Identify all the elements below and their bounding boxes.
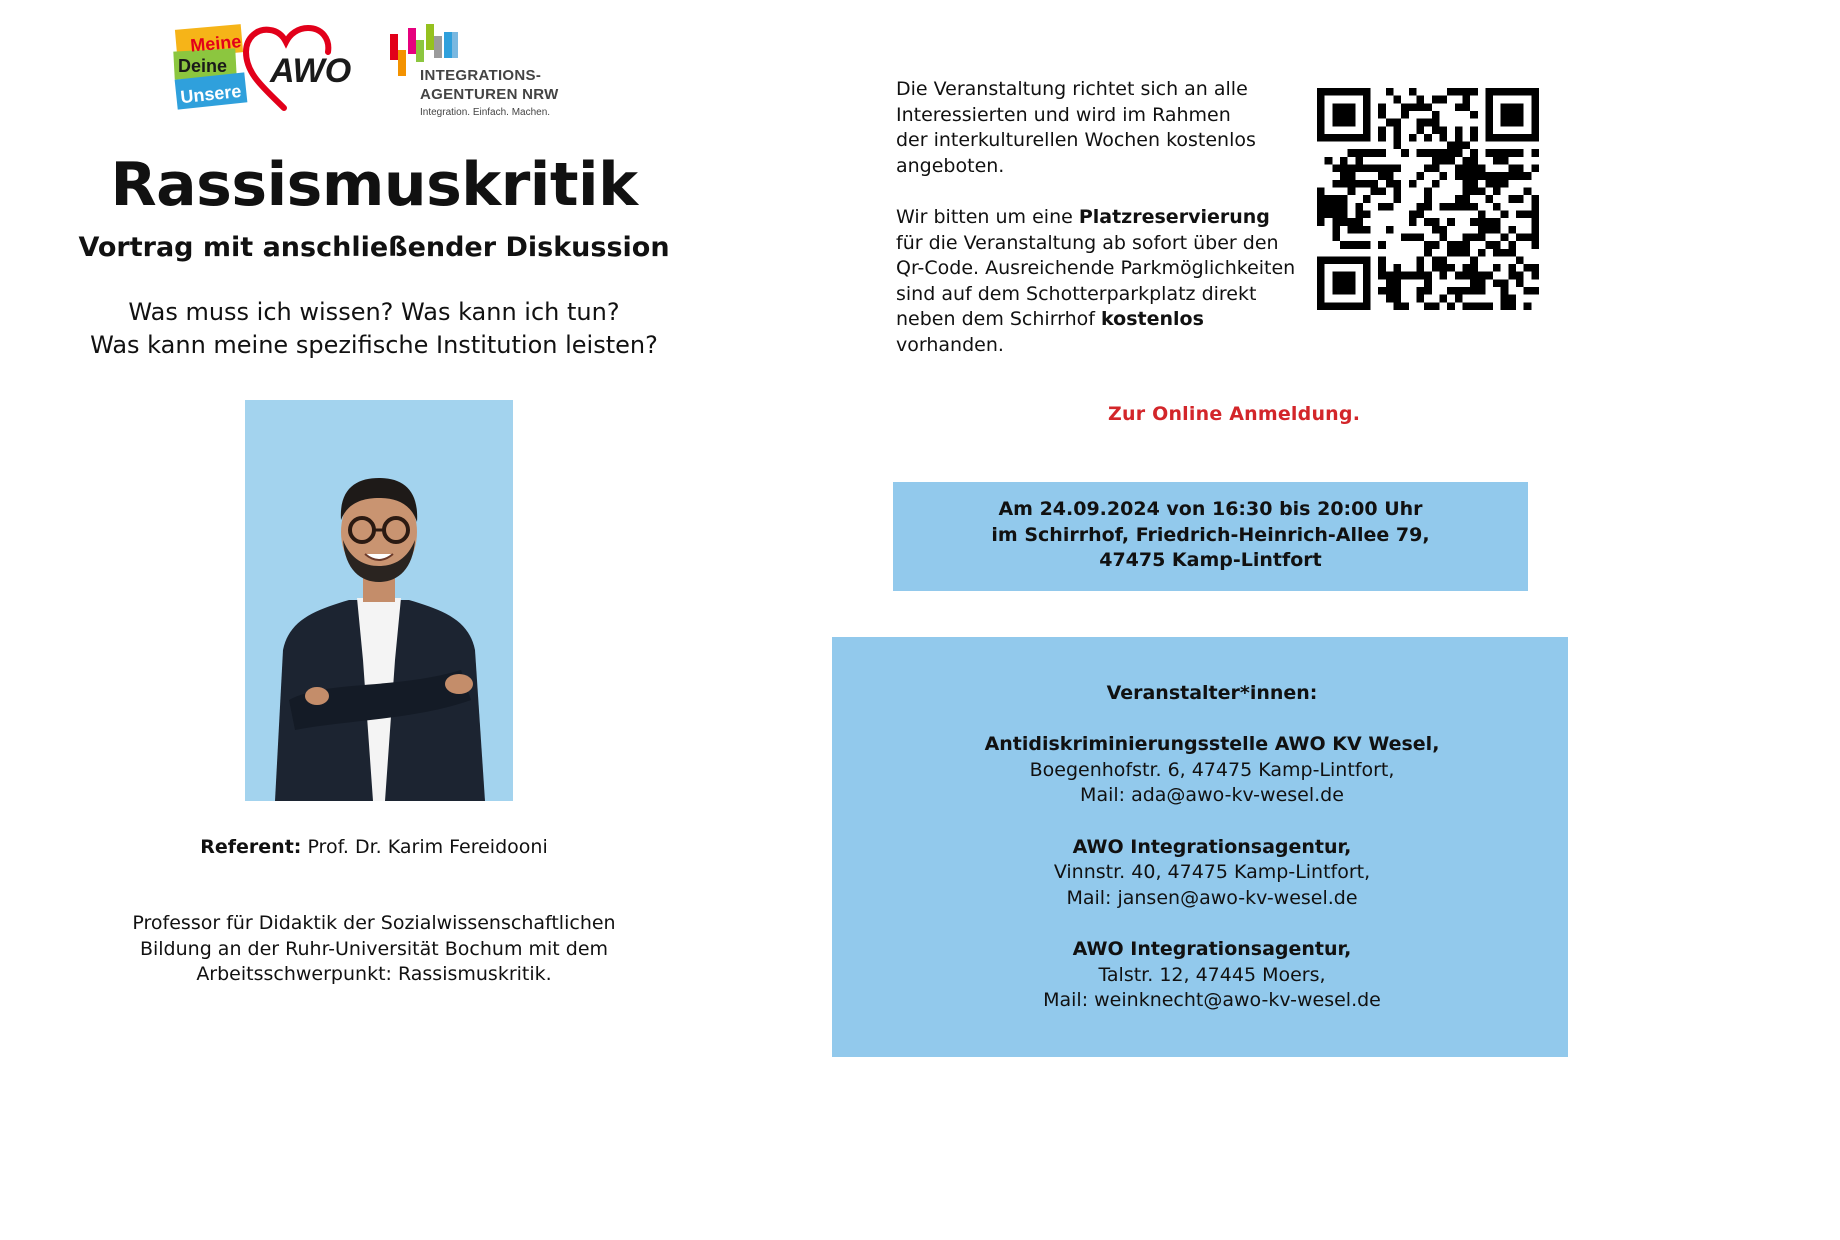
questions xyxy=(0,296,748,362)
online-registration-link[interactable]: Zur Online Anmeldung. xyxy=(1108,403,1361,425)
speaker-photo xyxy=(245,400,513,801)
organizer-address: Boegenhofstr. 6, 47475 Kamp-Lintfort, xyxy=(1029,758,1395,781)
parking-pre: neben dem Schirrhof xyxy=(896,308,1102,331)
organizers-heading: Veranstalter*innen: xyxy=(1106,682,1318,704)
intro-line: angeboten. xyxy=(896,154,1005,177)
organizer-name: AWO Integrationsagentur, xyxy=(1072,835,1352,858)
organizer-mail[interactable]: Mail: ada@awo-kv-wesel.de xyxy=(1080,784,1344,807)
referent-name: Prof. Dr. Karim Fereidooni xyxy=(307,836,548,858)
intro-line: Interessierten und wird im Rahmen xyxy=(896,103,1231,126)
awo-word-1: Meine xyxy=(189,31,243,56)
intro-line: Die Veranstaltung richtet sich an alle xyxy=(896,78,1248,100)
integrationsagenturen-logo xyxy=(388,20,588,125)
organizer-name: Antidiskriminierungsstelle AWO KV Wesel, xyxy=(984,733,1440,756)
bio-line: Bildung an der Ruhr-Universität Bochum mit dem xyxy=(139,937,609,960)
question-line: Was muss ich wissen? Was kann ich tun? xyxy=(128,298,620,326)
registration-qr-code[interactable] xyxy=(1317,88,1539,310)
referent-line xyxy=(0,836,748,858)
awo-logo xyxy=(172,22,352,114)
awo-word-2: Deine xyxy=(178,56,228,76)
ia-name-line2: AGENTUREN NRW xyxy=(420,86,559,103)
page-subtitle: Vortrag mit anschließender Diskussion xyxy=(78,232,670,263)
bio-line: Arbeitsschwerpunkt: Rassismuskritik. xyxy=(196,963,552,985)
reserve-line: sind auf dem Schotterparkplatz direkt xyxy=(896,282,1257,305)
organizer-mail[interactable]: Mail: jansen@awo-kv-wesel.de xyxy=(1066,886,1358,909)
event-line: 47475 Kamp-Lintfort xyxy=(1099,549,1322,572)
event-line: Am 24.09.2024 von 16:30 bis 20:00 Uhr xyxy=(998,498,1423,520)
reserve-line: Qr-Code. Ausreichende Parkmöglichkeiten xyxy=(896,257,1296,280)
awo-brand: AWO xyxy=(270,52,352,90)
organizer-address: Talstr. 12, 47445 Moers, xyxy=(1098,963,1326,986)
referent-label: Referent: xyxy=(200,836,302,858)
parking-end: vorhanden. xyxy=(896,333,1004,356)
intro-line: der interkulturellen Wochen kostenlos xyxy=(896,129,1256,152)
parking-bold: kostenlos xyxy=(1101,308,1204,331)
reserve-pre: Wir bitten um eine xyxy=(896,205,1079,228)
speaker-bio xyxy=(0,911,748,988)
organizer-entry xyxy=(832,732,1592,809)
organizer-entry xyxy=(832,835,1592,912)
reserve-bold: Platzreservierung xyxy=(1078,205,1270,228)
bio-line: Professor für Didaktik der Sozialwissenschaftlichen xyxy=(132,912,616,934)
ia-tagline: Integration. Einfach. Machen. xyxy=(420,107,551,118)
question-line: Was kann meine spezifische Institution leisten? xyxy=(90,331,658,359)
organizer-mail[interactable]: Mail: weinknecht@awo-kv-wesel.de xyxy=(1043,989,1381,1012)
awo-word-3: Unsere xyxy=(179,80,243,108)
event-info-text xyxy=(896,77,1316,359)
organizer-address: Vinnstr. 40, 47475 Kamp-Lintfort, xyxy=(1053,861,1371,884)
organizer-name: AWO Integrationsagentur, xyxy=(1072,937,1352,960)
reserve-line: für die Veranstaltung ab sofort über den xyxy=(896,231,1279,254)
event-details-box xyxy=(893,482,1528,591)
organizer-entry xyxy=(832,937,1592,1014)
event-line: im Schirrhof, Friedrich-Heinrich-Allee 79, xyxy=(991,523,1430,546)
organizers-box xyxy=(832,637,1568,1057)
page-title: Rassismuskritik xyxy=(110,150,638,220)
ia-name-line1: INTEGRATIONS- xyxy=(420,67,542,84)
